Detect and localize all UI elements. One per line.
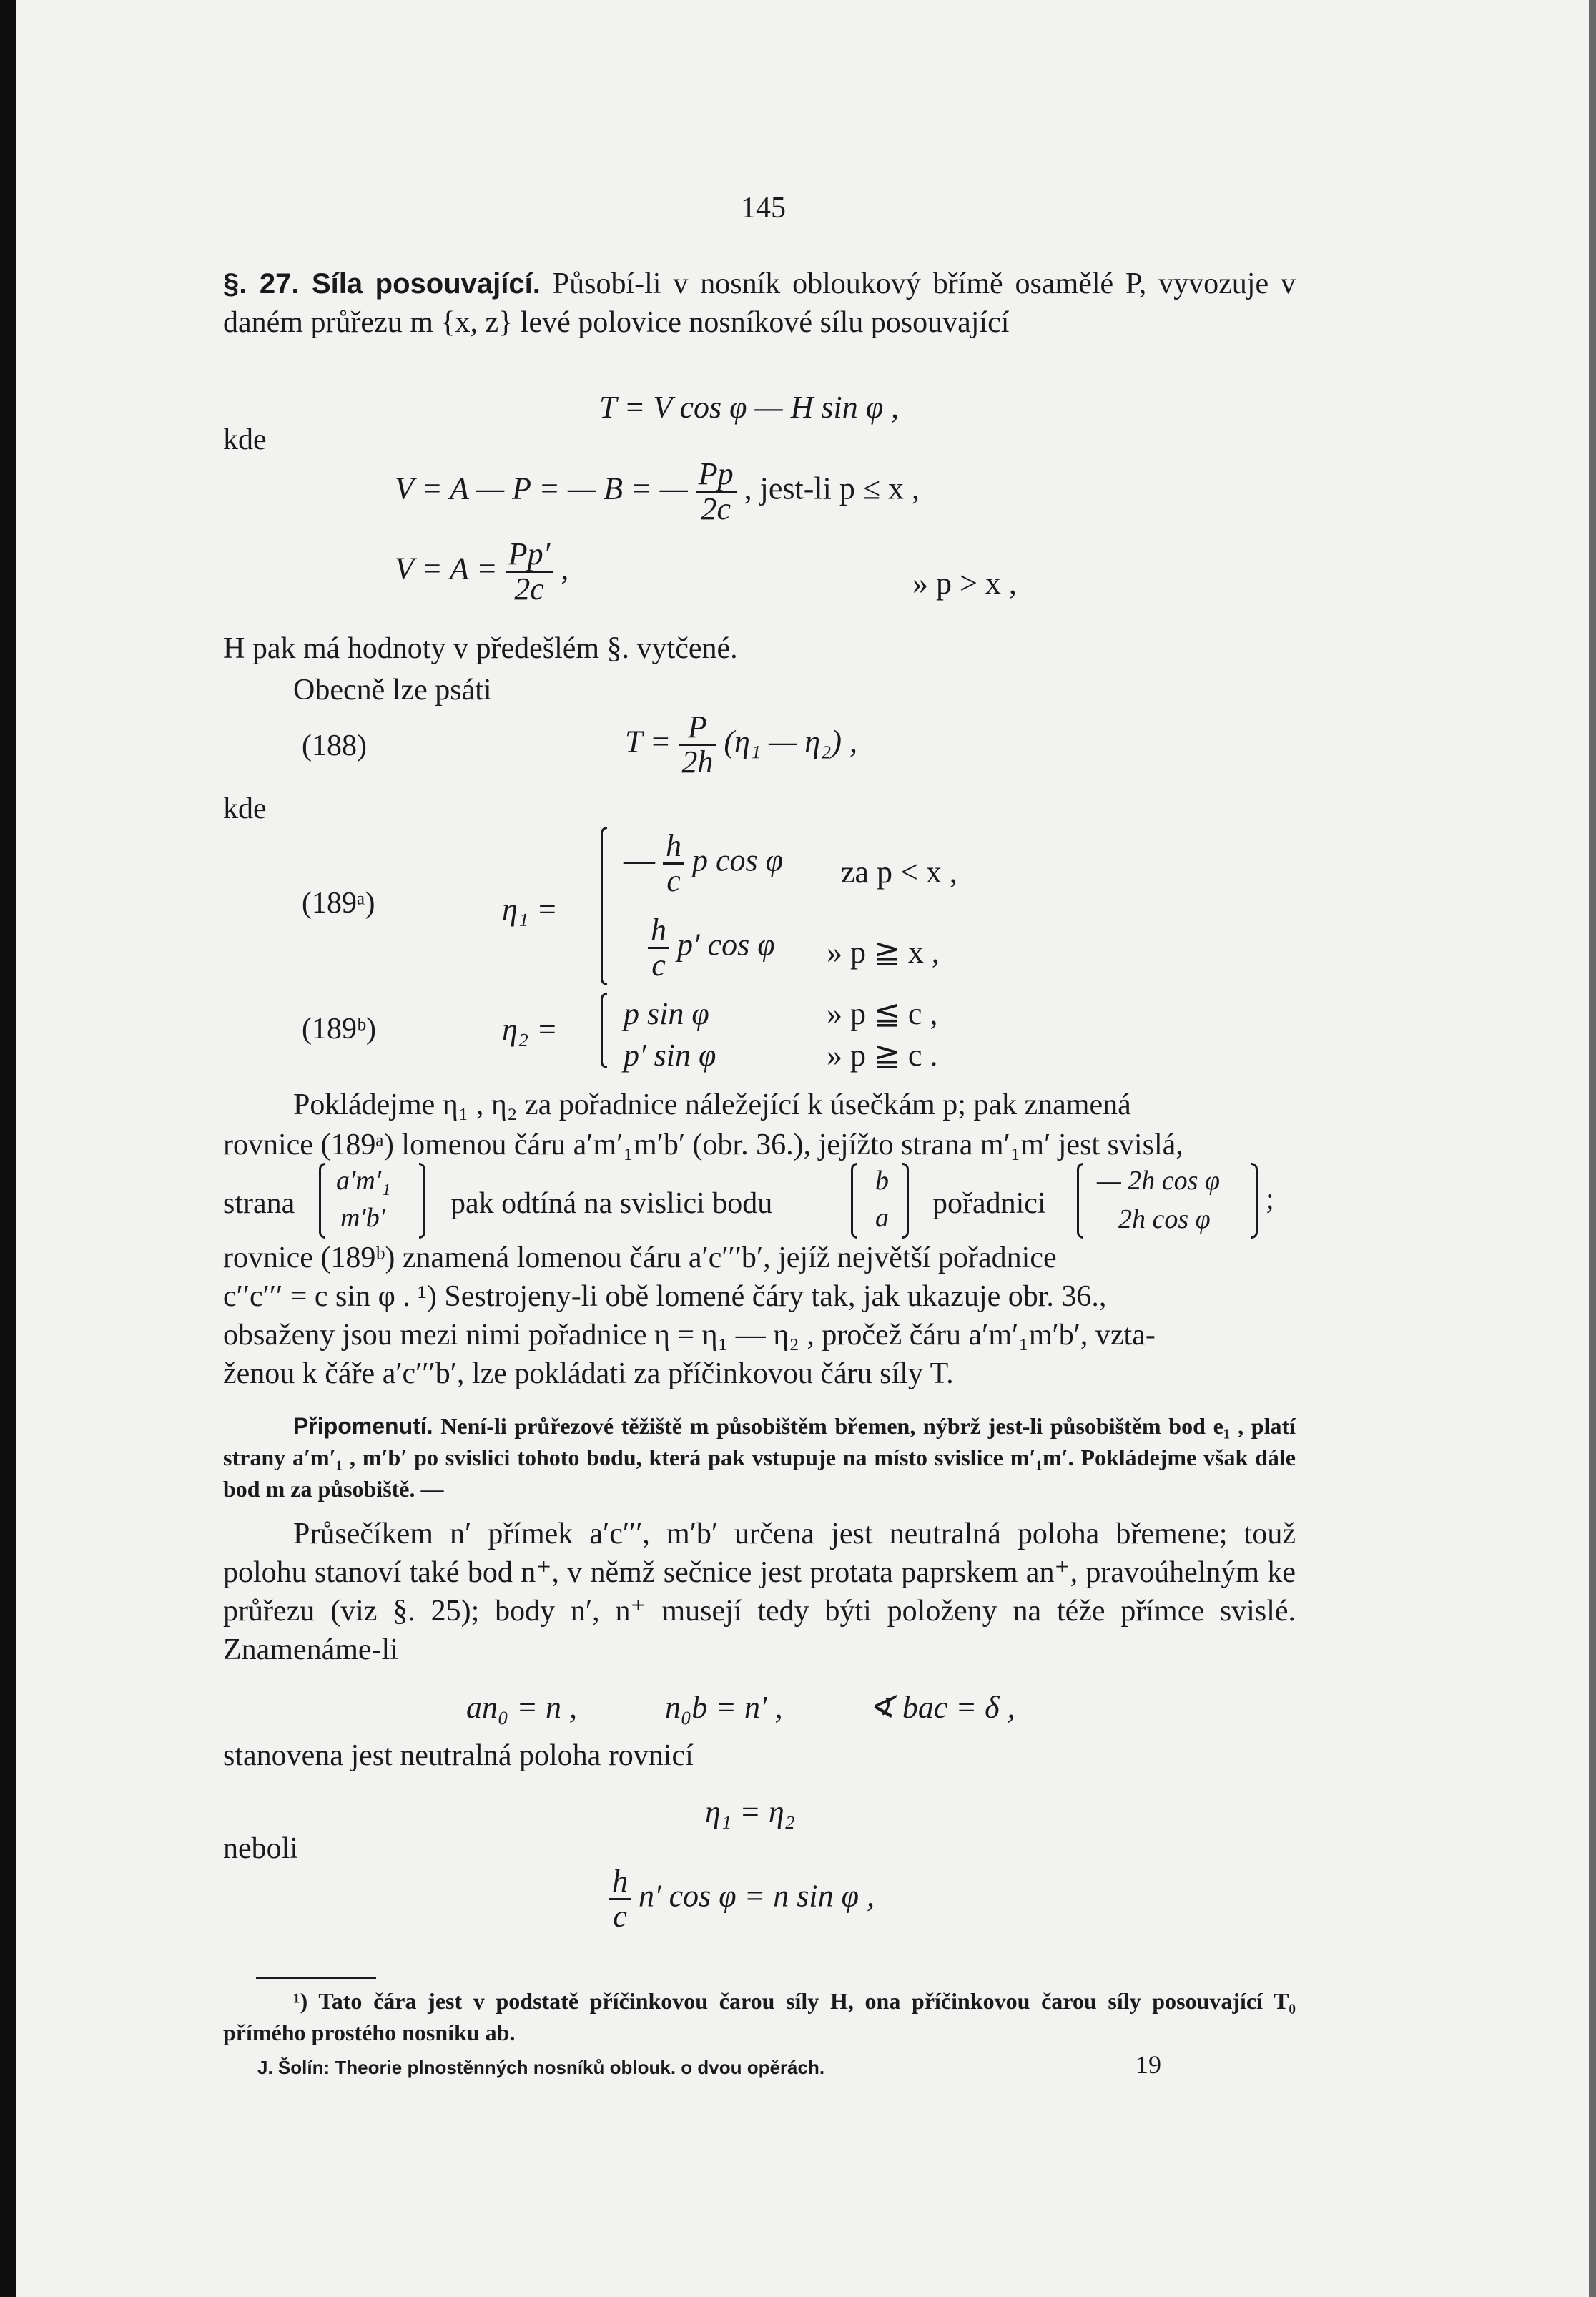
equation-188-label: (188) [302,729,367,762]
paragraph3-text: Průsečíkem n′ přímek a′c′′′, m′b′ určena jest neutralná poloha břemene; touž polohu stanoví také bod n⁺, v němž sečnice jest protata paprskem an⁺, pravoúhelným ke průřezu (viz §. 25); body n′, n⁺ musejí tedy býti položeny na téže přímce svislé. Znamenáme-li [223,1518,1296,1666]
footer-signature: 19 [1136,2050,1161,2079]
equation-V2-fraction [506,538,553,606]
brace3-bottom: 2h cos φ [1118,1204,1211,1234]
brace1-left [319,1163,325,1239]
paragraph2-line2: rovnice (189ᵃ) lomenou čáru a′m′₁m′b′ (obr. 36.), jejížto strana m′₁m′ jest svislá, [223,1128,1183,1161]
equation-188-fraction [679,711,716,779]
stanovena-line: stanovena jest neutralná poloha rovnicí [223,1739,694,1772]
equation-last [609,1865,875,1933]
obecne-line: Obecně lze psáti [293,674,492,707]
equation-189a-row2-fraction [648,914,669,982]
equation-189a-brace [601,827,607,985]
intro-text: Působí-li v nosník obloukový břímě osamělé P, vyvozuje v daném průřezu m {x, z} levé polovice nosníkové sílu posouvající [223,267,1296,339]
brace2-bottom: a [875,1203,889,1233]
note-title: Připomenutí. [293,1413,433,1439]
equation-V1 [395,458,920,526]
brace1-right [419,1163,425,1239]
label-kde-2: kde [223,792,267,825]
equation-V1-condition: , jest-li p ≤ x , [744,471,920,506]
equation-V2-numerator: Pp′ [506,538,553,573]
brace2-left [851,1163,857,1239]
brace3-left [1077,1163,1083,1239]
equation-V2-denominator: 2c [514,571,544,606]
equation-188 [625,711,857,779]
footnote-rule [256,1977,376,1979]
equation-189b-row2-condition: » p ≧ c . [827,1038,938,1073]
brace2-top: b [875,1166,889,1196]
paragraph2-line1: Pokládejme η₁ , η₂ za pořadnice náležející k úsečkám p; pak znamená [293,1088,1131,1121]
brace1-bottom: m′b′ [340,1203,386,1233]
footer-citation: J. Šolín: Theorie plnostěnných nosníků oblouk. o dvou opěrách. [257,2057,825,2078]
brace3-right [1251,1163,1258,1239]
equation-189a-row1-fraction [663,830,684,897]
neboli-line: neboli [223,1832,298,1865]
equation-189a-row2-term: p′ cos φ [677,927,775,963]
equation-189a-row1 [624,830,783,897]
equation-T: T = V cos φ — H sin φ , [599,390,900,425]
equation-an0: an₀ = n , [466,1690,577,1725]
brace2-right [902,1163,909,1239]
equation-189a-row2-condition: » p ≧ x , [827,935,940,970]
equation-V2-condition: » p > x , [912,566,1017,601]
footnote-text: ¹) Tato čára jest v podstatě příčinkovou čarou síly H, ona příčinkovou čarou síly posouvající T₀ přímého prostého nosníku ab. [223,1988,1296,2045]
paragraph2-poradnici: pořadnici [932,1187,1046,1220]
paragraph2-line5: c′′c′′′ = c sin φ . ¹) Sestrojeny-li obě lomené čáry tak, jak ukazuje obr. 36., [223,1280,1107,1313]
equation-189b-row1-term: p sin φ [624,996,709,1031]
equation-V2 [395,538,568,606]
equation-189a-row1-numerator: h [663,830,684,865]
equation-n0b: n₀b = n′ , [665,1690,783,1725]
equation-V1-denominator: 2c [701,491,731,526]
equation-last-numerator: h [609,1865,631,1900]
paragraph3 [223,1515,1296,1669]
equation-189a-row1-denominator: c [666,863,681,898]
paragraph2-line6: obsaženy jsou mezi nimi pořadnice η = η₁ — η₂ , pročež čáru a′m′₁m′b′, vzta- [223,1319,1156,1352]
label-kde-1: kde [223,423,267,456]
equation-189a-label: (189ᵃ) [302,887,375,920]
equation-188-right: (η₁ — η₂) , [724,724,858,759]
intro-paragraph [223,265,1296,342]
footnote [223,1985,1296,2048]
paragraph2-line7: ženou k čáře a′c′′′b′, lze pokládati za příčinkovou čáru síly T. [223,1357,954,1390]
equation-189b-lhs: η₂ = [502,1012,558,1047]
equation-189a-lhs: η₁ = [502,892,558,927]
h-line: H pak má hodnoty v předešlém §. vytčené. [223,632,738,665]
equation-V1-fraction [696,458,737,526]
paragraph2-line4: rovnice (189ᵇ) znamená lomenou čáru a′c′′′b′, jejíž největší pořadnice [223,1241,1057,1274]
equation-eta-equal: η₁ = η₂ [705,1794,795,1829]
section-heading: §. 27. Síla posouvající. [223,268,541,300]
equation-189b-row2-term: p′ sin φ [624,1038,716,1073]
equation-V1-numerator: Pp [696,458,737,493]
equation-189a-row1-term: p cos φ [692,842,783,878]
paragraph2-semicolon: ; [1266,1183,1274,1216]
equation-189b-label: (189ᵇ) [302,1013,376,1046]
equation-188-numerator: P [679,711,716,746]
equation-last-fraction [609,1865,631,1933]
equation-189a-row2-numerator: h [648,914,669,949]
equation-V1-left: V = A — P = — B = — [395,471,688,506]
brace1-top: a′m′₁ [336,1166,391,1196]
paragraph2-strana: strana [223,1187,295,1220]
equation-189a-row1-condition: za p < x , [841,855,957,890]
equation-188-denominator: 2h [681,744,714,779]
equation-189a-row2-denominator: c [651,948,666,983]
page-number: 145 [741,192,786,225]
note-text: Není-li průřezové těžiště m působištěm břemen, nýbrž jest-li působištěm bod e₁ , platí strany a′m′₁ , m′b′ po svislici tohoto bodu, která pak vstupuje na místo svislice m′₁m′. Pokládejme však dále bod m za působiště. — [223,1413,1296,1502]
equation-189a-row2 [648,914,775,982]
equation-V2-left: V = A = [395,551,498,586]
paragraph2-mid: pak odtíná na svislici bodu [450,1187,773,1220]
equation-188-left: T = [625,724,671,759]
equation-angle: ∢ bac = δ , [868,1690,1015,1725]
brace3-top: — 2h cos φ [1097,1166,1220,1196]
equation-189b-brace [601,993,607,1068]
note-paragraph [223,1410,1296,1505]
equation-189a-row1-sign: — [624,842,655,878]
equation-last-rest: n′ cos φ = n sin φ , [639,1878,875,1914]
equation-189b-row1-condition: » p ≦ c , [827,996,938,1031]
equation-last-denominator: c [613,1899,627,1934]
equation-V2-comma: , [561,551,569,586]
